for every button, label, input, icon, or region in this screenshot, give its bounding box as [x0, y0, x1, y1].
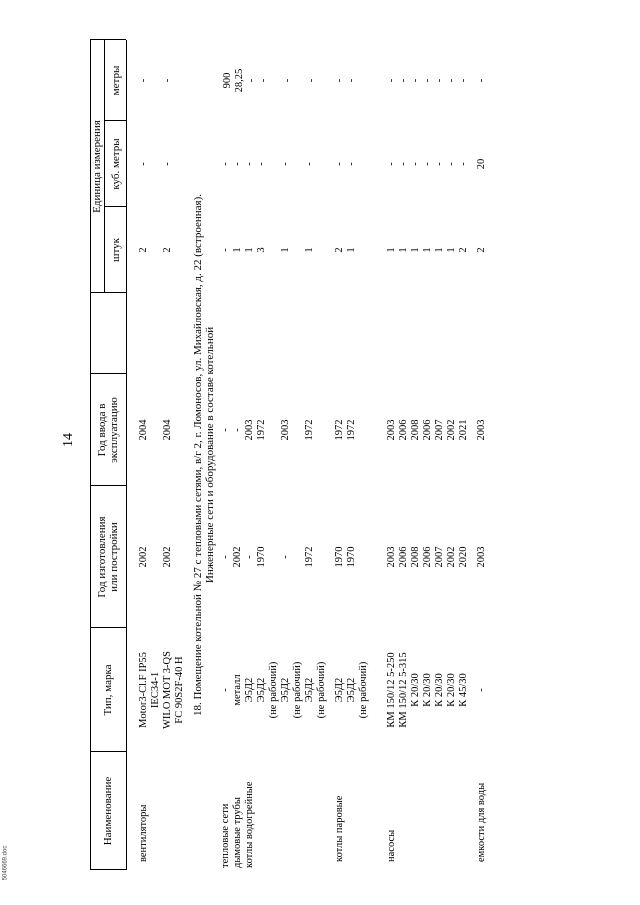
steam-boilers-types: Э5Д2 Э5Д2 (не рабочий)	[334, 661, 369, 719]
pumps-name: насосы	[386, 829, 397, 862]
pumps-year-commissioned: 2003 2006 2008 2006 2007 2002 2021	[386, 419, 469, 441]
section-item-year-commissioned: - - 2003 1972 2003 1972	[220, 419, 315, 441]
section-item-pieces: - 1 1 3 1 1	[220, 247, 315, 253]
steam-boilers-pieces: 2 1	[334, 247, 357, 253]
header-year-commissioned: Год ввода в эксплуатацию	[96, 397, 120, 463]
header-unit-meters: метры	[110, 65, 122, 96]
section-subtitle: Инженерные сети и оборудование в составе котельной	[204, 326, 216, 584]
section-item-meters: 900 28,25 - - - -	[222, 68, 317, 93]
steam-boilers-year-made: 1970 1970	[334, 546, 357, 568]
unit-group-divider	[104, 40, 105, 293]
row-ventilators-type: Motor3-Cl.F IP55 IEC34-1 WILO MOT 3-QS FC 90S2F-40 H	[138, 651, 185, 729]
water-tanks-year-made: 2003	[476, 546, 487, 568]
header-name: Наименование	[102, 776, 114, 846]
page-number: 14	[61, 433, 76, 447]
row-ventilators-pieces: 2 2	[138, 247, 173, 253]
file-name: 5046669.doc	[2, 845, 9, 881]
pumps-pieces: 1 1 1 1 1 1 2	[386, 247, 469, 253]
water-tanks-meters: -	[476, 78, 487, 83]
steam-boilers-meters: - -	[334, 78, 357, 83]
header-unit-cubic: куб. метры	[110, 138, 122, 190]
rotated-table-frame	[90, 40, 610, 870]
water-tanks-type: -	[476, 688, 487, 692]
water-tanks-name: емкости для воды	[476, 782, 487, 862]
water-tanks-cubic: 20	[476, 158, 487, 170]
pumps-cubic: - - - - - - -	[386, 162, 469, 166]
header-year-made: Год изготовления или постройки	[96, 516, 120, 598]
section-item-names: тепловые сети дымовые трубы котлы водогрейные	[220, 781, 255, 868]
row-ventilators-cubic: - -	[138, 162, 173, 166]
row-ventilators-year-commissioned: 2004 2004	[138, 419, 173, 441]
pumps-types: КМ 150/12 5-250 КМ 150/12 5-315 К 20/30 К 20/30 К 20/30 К 20/30 К 45/30	[386, 652, 469, 728]
steam-boilers-name: котлы паровые	[334, 795, 345, 862]
header-type: Тип, марка	[102, 664, 114, 716]
steam-boilers-cubic: - -	[334, 162, 357, 166]
water-tanks-year-commissioned: 2003	[476, 419, 487, 441]
steam-boilers-year-commissioned: 1972 1972	[334, 419, 357, 441]
pumps-year-made: 2003 2006 2008 2006 2007 2002 2020	[386, 546, 469, 568]
section-title: 18. Помещение котельной № 27 с тепловыми сетями, в/г 2, г. Ломоносов, ул. Михайловская, д. 22 (встроенная).	[192, 193, 204, 717]
row-ventilators-name: вентиляторы	[138, 804, 149, 862]
water-tanks-pieces: 2	[476, 247, 487, 253]
header-unit-pieces: штук	[110, 238, 122, 262]
section-item-types: - металл Э5Д2 Э5Д2 (не рабочий) Э5Д2 (не рабочий) Э5Д2 (не рабочий)	[220, 661, 327, 719]
section-item-cubic: - - - - - -	[220, 162, 315, 166]
header-bottom-border	[126, 40, 127, 870]
header-unit-group: Единица измерения	[91, 120, 103, 213]
section-item-year-made: - 2002 - 1970 - 1972	[220, 546, 315, 568]
row-ventilators-meters: - -	[138, 78, 173, 83]
pumps-meters: - - - - - - -	[386, 78, 469, 83]
row-ventilators-year-made: 2002 2002	[138, 546, 173, 568]
